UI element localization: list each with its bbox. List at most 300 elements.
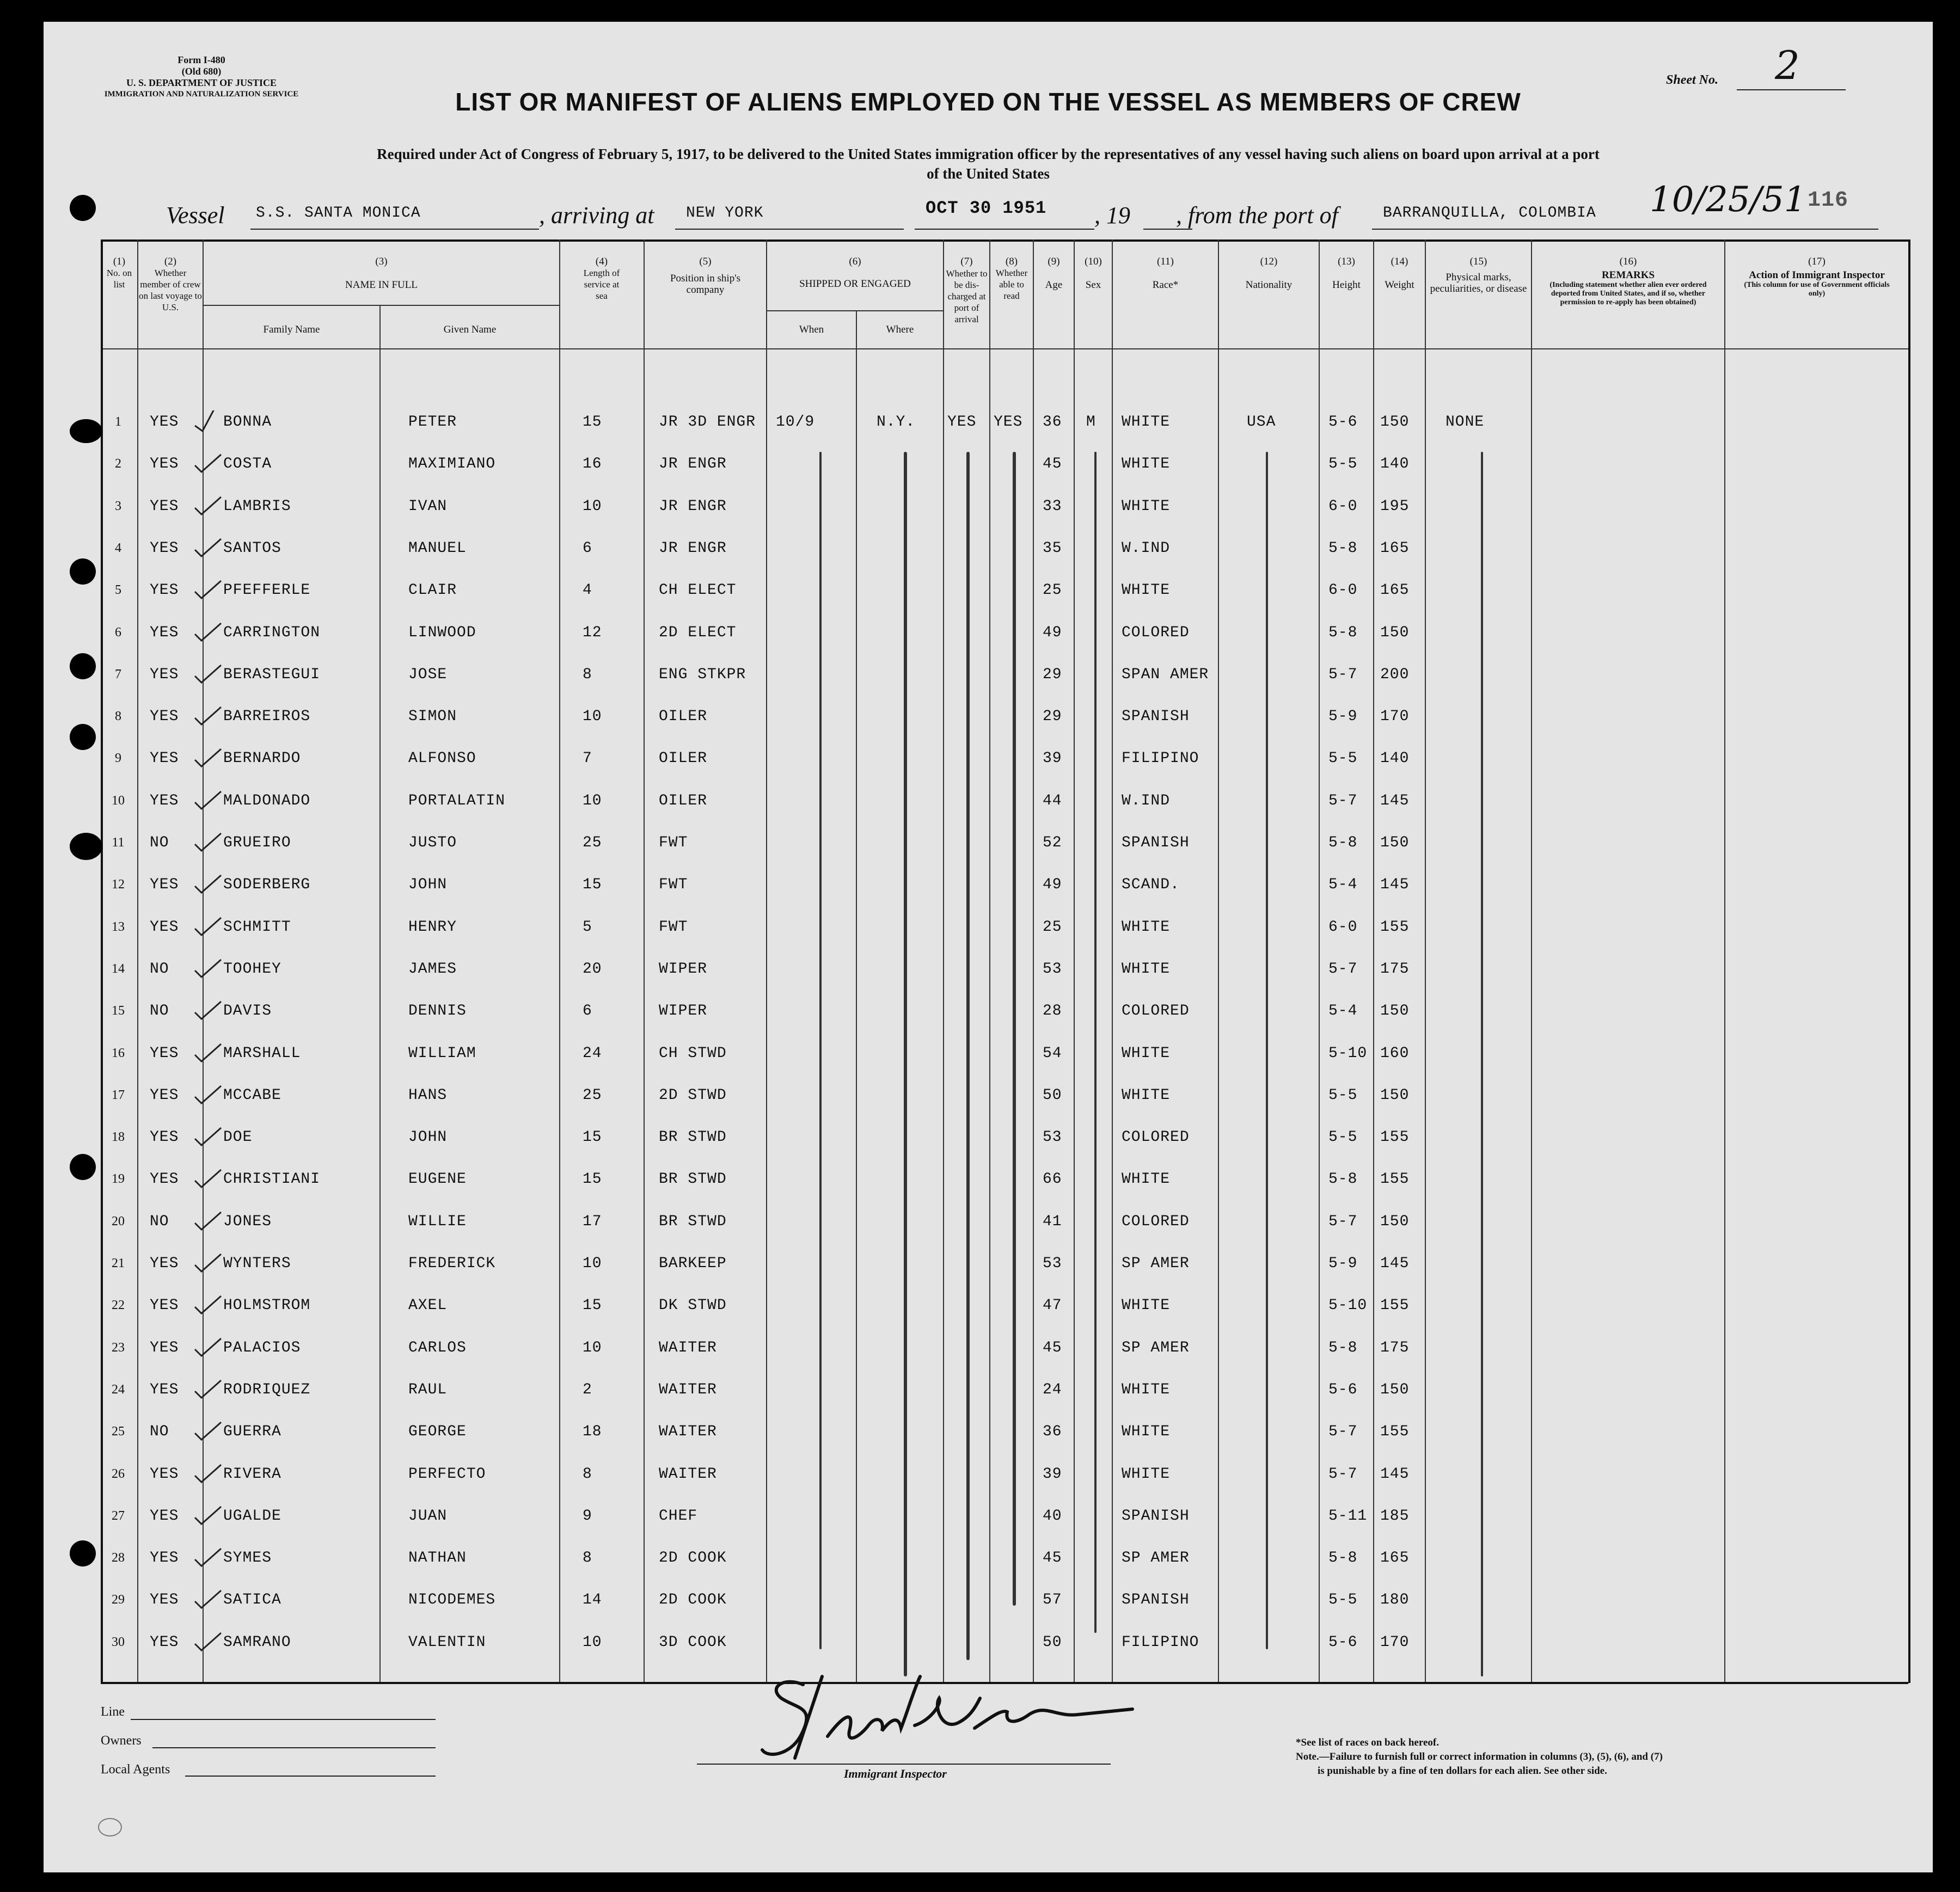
family-name-cell: BERNARDO: [223, 750, 301, 767]
header-col-8: (8) Whether able to read: [995, 256, 1028, 301]
name-header-divider: [203, 305, 559, 306]
check-mark-icon: [191, 1210, 223, 1232]
col-sep-13: [1112, 239, 1113, 1682]
form-old-number: (Old 680): [181, 66, 222, 77]
header-shipped-where: Where: [886, 324, 914, 335]
table-top-border: [101, 239, 1908, 242]
age-cell: 39: [1043, 1466, 1062, 1483]
row-number-cell: 22: [112, 1298, 125, 1312]
position-cell: BARKEEP: [659, 1255, 727, 1272]
prev-voyage-cell: YES: [150, 1087, 179, 1104]
able-to-read-cell: YES: [994, 414, 1023, 431]
check-mark-icon: [191, 747, 223, 769]
row-number-cell: 20: [112, 1214, 125, 1228]
race-cell: WHITE: [1122, 582, 1171, 599]
age-cell: 54: [1043, 1045, 1062, 1062]
family-name-cell: MALDONADO: [223, 793, 311, 809]
check-mark-icon: [191, 1126, 223, 1147]
family-name-cell: MARSHALL: [223, 1045, 301, 1062]
prev-voyage-cell: YES: [150, 456, 179, 472]
race-cell: SP AMER: [1122, 1255, 1190, 1272]
race-cell: SPANISH: [1122, 834, 1190, 851]
given-name-cell: FREDERICK: [408, 1255, 496, 1272]
age-cell: 39: [1043, 750, 1062, 767]
race-cell: WHITE: [1122, 919, 1171, 936]
race-cell: WHITE: [1122, 456, 1171, 472]
check-mark-icon: [191, 957, 223, 979]
weight-cell: 155: [1380, 1297, 1410, 1314]
family-name-cell: DAVIS: [223, 1003, 272, 1019]
age-cell: 44: [1043, 793, 1062, 809]
age-cell: 24: [1043, 1381, 1062, 1398]
row-number-cell: 25: [112, 1424, 125, 1439]
check-mark-icon: [191, 705, 223, 727]
weight-cell: 140: [1380, 750, 1410, 767]
weight-cell: 155: [1380, 919, 1410, 936]
prev-voyage-cell: YES: [150, 708, 179, 725]
prev-voyage-cell: YES: [150, 1340, 179, 1356]
check-mark-icon: [191, 1168, 223, 1189]
position-cell: WAITER: [659, 1381, 717, 1398]
height-cell: 5-6: [1328, 414, 1358, 431]
row-number-cell: 6: [115, 625, 121, 640]
age-cell: 47: [1043, 1297, 1062, 1314]
inspector-signature: [751, 1655, 1154, 1774]
position-cell: WAITER: [659, 1423, 717, 1440]
given-name-cell: IVAN: [408, 498, 448, 515]
punch-hole: [70, 724, 96, 750]
family-name-cell: SCHMITT: [223, 919, 291, 936]
family-name-cell: BERASTEGUI: [223, 666, 321, 683]
race-cell: W.IND: [1122, 540, 1171, 557]
check-mark-icon: [191, 1504, 223, 1526]
service-cell: 15: [583, 876, 602, 893]
race-cell: WHITE: [1122, 1045, 1171, 1062]
race-cell: SPANISH: [1122, 1592, 1190, 1608]
col-sep-5: [559, 239, 560, 1682]
weight-cell: 165: [1380, 540, 1410, 557]
race-cell: SCAND.: [1122, 876, 1180, 893]
row-number-cell: 28: [112, 1551, 125, 1565]
height-cell: 5-7: [1328, 1213, 1358, 1230]
row-number-cell: 17: [112, 1088, 125, 1102]
race-cell: WHITE: [1122, 1466, 1171, 1483]
prev-voyage-cell: YES: [150, 1045, 179, 1062]
col-sep-14: [1218, 239, 1219, 1682]
age-cell: 41: [1043, 1213, 1062, 1230]
position-cell: ENG STKPR: [659, 666, 746, 683]
height-cell: 5-6: [1328, 1381, 1358, 1398]
position-cell: CHEF: [659, 1508, 698, 1525]
position-cell: OILER: [659, 708, 708, 725]
col-sep-1: [101, 239, 103, 1683]
col-sep-4: [379, 305, 381, 1682]
races-note: *See list of races on back hereof.: [1296, 1737, 1439, 1748]
arriving-underline: [675, 229, 904, 230]
height-cell: 5-9: [1328, 708, 1358, 725]
prev-voyage-cell: YES: [150, 1297, 179, 1314]
service-cell: 15: [583, 1297, 602, 1314]
weight-cell: 175: [1380, 961, 1410, 978]
age-cell: 53: [1043, 961, 1062, 978]
document-title: LIST OR MANIFEST OF ALIENS EMPLOYED ON THE VESSEL AS MEMBERS OF CREW: [455, 88, 1521, 116]
vessel-name: S.S. SANTA MONICA: [256, 205, 421, 222]
col-sep-8: [856, 310, 857, 1682]
given-name-cell: PORTALATIN: [408, 793, 506, 809]
prev-voyage-cell: YES: [150, 1171, 179, 1188]
punch-hole: [70, 653, 96, 679]
sex-cell: M: [1086, 414, 1096, 431]
age-cell: 50: [1043, 1634, 1062, 1651]
sheet-number-value: 2: [1775, 42, 1800, 88]
weight-cell: 150: [1380, 1003, 1410, 1019]
check-mark-icon: [191, 621, 223, 643]
race-cell: WHITE: [1122, 498, 1171, 515]
check-mark-icon: [191, 537, 223, 558]
col-sep-6: [644, 239, 645, 1682]
family-name-cell: DOE: [223, 1129, 253, 1146]
sheet-number-label: Sheet No.: [1666, 73, 1718, 87]
height-cell: 5-7: [1328, 961, 1358, 978]
check-mark-icon: [191, 1378, 223, 1400]
ditto-discharged: [966, 452, 970, 1660]
weight-cell: 185: [1380, 1508, 1410, 1525]
prev-voyage-cell: YES: [150, 1550, 179, 1567]
discharged-cell: YES: [947, 414, 977, 431]
check-mark-icon: [191, 831, 223, 853]
service-cell: 24: [583, 1045, 602, 1062]
given-name-cell: JOHN: [408, 1129, 448, 1146]
prev-voyage-cell: NO: [150, 961, 169, 978]
position-cell: BR STWD: [659, 1171, 727, 1188]
height-cell: 6-0: [1328, 919, 1358, 936]
family-name-cell: GUERRA: [223, 1423, 281, 1440]
row-number-cell: 4: [115, 541, 121, 555]
row-number-cell: 21: [112, 1256, 125, 1270]
height-cell: 5-6: [1328, 1634, 1358, 1651]
header-col-6: (6) SHIPPED OR ENGAGED: [799, 256, 911, 290]
height-cell: 5-7: [1328, 793, 1358, 809]
height-cell: 5-5: [1328, 1592, 1358, 1608]
family-name-cell: COSTA: [223, 456, 272, 472]
race-cell: COLORED: [1122, 1003, 1190, 1019]
age-cell: 66: [1043, 1171, 1062, 1188]
service-cell: 15: [583, 1129, 602, 1146]
check-mark-icon: [191, 452, 223, 474]
row-number-cell: 14: [112, 962, 125, 976]
prev-voyage-cell: YES: [150, 1592, 179, 1608]
ditto-read: [1013, 452, 1016, 1606]
race-cell: SP AMER: [1122, 1340, 1190, 1356]
check-mark-icon: [191, 1336, 223, 1358]
handwritten-date: 10/25/51: [1650, 180, 1806, 220]
row-number-cell: 9: [115, 751, 121, 765]
service-cell: 9: [583, 1508, 592, 1525]
form-service: IMMIGRATION AND NATURALIZATION SERVICE: [104, 90, 299, 99]
col-sep-9: [943, 239, 944, 1682]
punch-hole: [70, 1154, 96, 1180]
position-cell: FWT: [659, 876, 688, 893]
shipped-where-cell: N.Y.: [877, 414, 916, 431]
header-family-name: Family Name: [263, 324, 320, 335]
header-col-2: (2) Whether member of crew on last voyage to U.S.: [139, 256, 202, 312]
row-number-cell: 13: [112, 920, 125, 934]
race-cell: SP AMER: [1122, 1550, 1190, 1567]
height-cell: 5-8: [1328, 1171, 1358, 1188]
prev-voyage-cell: YES: [150, 582, 179, 599]
age-cell: 40: [1043, 1508, 1062, 1525]
family-name-cell: LAMBRIS: [223, 498, 291, 515]
check-mark-icon: [191, 1252, 223, 1274]
height-cell: 5-9: [1328, 1255, 1358, 1272]
age-cell: 35: [1043, 540, 1062, 557]
family-name-cell: UGALDE: [223, 1508, 281, 1525]
col-sep-15: [1319, 239, 1320, 1682]
given-name-cell: MANUEL: [408, 540, 467, 557]
subtitle-line-1: Required under Act of Congress of February 5, 1917, to be delivered to the United States immigration officer by the representatives of any vessel having such aliens on board upon arrival at a port: [377, 146, 1600, 162]
position-cell: 3D COOK: [659, 1634, 727, 1651]
service-cell: 10: [583, 708, 602, 725]
race-cell: WHITE: [1122, 1381, 1171, 1398]
header-col-16: (16) REMARKS (Including statement whether alien ever ordered deported from United States, and if so, whether permission to re-apply has been obtained): [1549, 256, 1707, 306]
service-cell: 4: [583, 582, 592, 599]
row-number-cell: 23: [112, 1341, 125, 1355]
header-col-7: Whether to be dis-charged at port of arrival: [946, 268, 988, 324]
family-name-cell: JONES: [223, 1213, 272, 1230]
nationality-cell: USA: [1247, 414, 1276, 431]
service-cell: 8: [583, 666, 592, 683]
weight-cell: 195: [1380, 498, 1410, 515]
age-cell: 25: [1043, 919, 1062, 936]
race-cell: FILIPINO: [1122, 1634, 1199, 1651]
family-name-cell: PFEFFERLE: [223, 582, 311, 599]
document-subtitle: [98, 144, 1878, 183]
inspector-underline: [697, 1764, 1111, 1765]
footer-agents-label: Local Agents: [101, 1762, 170, 1777]
height-cell: 5-11: [1328, 1508, 1368, 1525]
given-name-cell: JUSTO: [408, 834, 457, 851]
given-name-cell: JAMES: [408, 961, 457, 978]
given-name-cell: HANS: [408, 1087, 448, 1104]
prev-voyage-cell: YES: [150, 876, 179, 893]
weight-cell: 165: [1380, 582, 1410, 599]
from-port-underline: [1372, 229, 1878, 230]
punch-hole: [70, 1540, 96, 1567]
footer-owners-label: Owners: [101, 1734, 142, 1748]
service-cell: 15: [583, 1171, 602, 1188]
race-cell: WHITE: [1122, 1297, 1171, 1314]
weight-cell: 155: [1380, 1171, 1410, 1188]
age-cell: 49: [1043, 624, 1062, 641]
table-header-bottom: [101, 348, 1908, 349]
header-col-7-num: (7): [960, 256, 973, 267]
prev-voyage-cell: NO: [150, 834, 169, 851]
check-mark-icon: [191, 789, 223, 811]
race-cell: COLORED: [1122, 1213, 1190, 1230]
check-mark-icon: [191, 873, 223, 895]
given-name-cell: DENNIS: [408, 1003, 467, 1019]
position-cell: 2D COOK: [659, 1592, 727, 1608]
height-cell: 5-5: [1328, 1129, 1358, 1146]
row-number-cell: 15: [112, 1004, 125, 1018]
race-cell: SPAN AMER: [1122, 666, 1209, 683]
header-col-4: (4) Length of service at sea: [583, 256, 620, 301]
age-cell: 45: [1043, 456, 1062, 472]
shipped-when-cell: 10/9: [776, 414, 815, 431]
row-number-cell: 2: [115, 457, 121, 471]
age-cell: 25: [1043, 582, 1062, 599]
given-name-cell: PERFECTO: [408, 1466, 486, 1483]
weight-cell: 170: [1380, 708, 1410, 725]
header-given-name: Given Name: [443, 324, 497, 335]
age-cell: 45: [1043, 1550, 1062, 1567]
prev-voyage-cell: YES: [150, 414, 179, 431]
prev-voyage-cell: YES: [150, 1508, 179, 1525]
prev-voyage-cell: YES: [150, 919, 179, 936]
prev-voyage-cell: YES: [150, 666, 179, 683]
service-cell: 10: [583, 1634, 602, 1651]
row-number-cell: 11: [112, 836, 125, 850]
service-cell: 6: [583, 1003, 592, 1019]
punch-hole: [70, 419, 102, 443]
service-cell: 7: [583, 750, 592, 767]
race-cell: WHITE: [1122, 1423, 1171, 1440]
weight-cell: 155: [1380, 1129, 1410, 1146]
age-cell: 50: [1043, 1087, 1062, 1104]
service-cell: 10: [583, 1340, 602, 1356]
position-cell: WAITER: [659, 1340, 717, 1356]
height-cell: 5-5: [1328, 750, 1358, 767]
service-cell: 10: [583, 1255, 602, 1272]
weight-cell: 150: [1380, 414, 1410, 431]
weight-cell: 170: [1380, 1634, 1410, 1651]
family-name-cell: CHRISTIANI: [223, 1171, 321, 1188]
check-mark-icon: [191, 1294, 223, 1316]
age-cell: 36: [1043, 1423, 1062, 1440]
row-number-cell: 12: [112, 877, 125, 892]
service-cell: 20: [583, 961, 602, 978]
age-cell: 53: [1043, 1255, 1062, 1272]
position-cell: 2D STWD: [659, 1087, 727, 1104]
ditto-nationality: [1266, 452, 1268, 1649]
row-number-cell: 10: [112, 794, 125, 808]
height-cell: 5-10: [1328, 1297, 1368, 1314]
given-name-cell: PETER: [408, 414, 457, 431]
age-cell: 28: [1043, 1003, 1062, 1019]
penalty-note-line-1: Note.—Failure to furnish full or correct information in columns (3), (5), (6), and (7): [1296, 1751, 1663, 1762]
punch-hole: [70, 558, 96, 585]
check-mark-icon: [191, 410, 223, 432]
height-cell: 5-8: [1328, 624, 1358, 641]
row-number-cell: 19: [112, 1172, 125, 1186]
check-mark-icon: [191, 1463, 223, 1484]
prev-voyage-cell: YES: [150, 1255, 179, 1272]
check-mark-icon: [191, 916, 223, 937]
header-col-12: (12) Nationality: [1245, 256, 1293, 291]
position-cell: 2D ELECT: [659, 624, 737, 641]
arriving-label: , arriving at: [539, 202, 654, 229]
service-cell: 10: [583, 793, 602, 809]
service-cell: 12: [583, 624, 602, 641]
check-mark-icon: [191, 1631, 223, 1653]
check-mark-icon: [191, 999, 223, 1021]
race-cell: COLORED: [1122, 624, 1190, 641]
col-sep-12: [1074, 239, 1075, 1682]
race-cell: WHITE: [1122, 414, 1171, 431]
race-cell: FILIPINO: [1122, 750, 1199, 767]
prev-voyage-cell: NO: [150, 1213, 169, 1230]
row-number-cell: 5: [115, 583, 121, 597]
race-cell: SPANISH: [1122, 1508, 1190, 1525]
position-cell: CH ELECT: [659, 582, 737, 599]
family-name-cell: PALACIOS: [223, 1340, 301, 1356]
weight-cell: 145: [1380, 876, 1410, 893]
given-name-cell: ALFONSO: [408, 750, 476, 767]
race-cell: WHITE: [1122, 1087, 1171, 1104]
race-cell: W.IND: [1122, 793, 1171, 809]
height-cell: 6-0: [1328, 582, 1358, 599]
weight-cell: 165: [1380, 1550, 1410, 1567]
service-cell: 8: [583, 1550, 592, 1567]
vessel-underline: [250, 229, 539, 230]
service-cell: 14: [583, 1592, 602, 1608]
given-name-cell: EUGENE: [408, 1171, 467, 1188]
inspector-label: Immigrant Inspector: [844, 1767, 947, 1780]
race-cell: WHITE: [1122, 1171, 1171, 1188]
height-cell: 5-8: [1328, 1550, 1358, 1567]
row-number-cell: 7: [115, 667, 121, 681]
row-number-cell: 1: [115, 415, 121, 429]
header-col-13: (13) Height: [1332, 256, 1361, 291]
service-cell: 10: [583, 498, 602, 515]
header-shipped-when: When: [799, 324, 824, 335]
height-cell: 5-4: [1328, 1003, 1358, 1019]
year-label: , 19: [1094, 202, 1130, 229]
age-cell: 29: [1043, 708, 1062, 725]
check-mark-icon: [191, 1546, 223, 1568]
service-cell: 6: [583, 540, 592, 557]
punch-hole: [70, 833, 102, 860]
age-cell: 33: [1043, 498, 1062, 515]
given-name-cell: CARLOS: [408, 1340, 467, 1356]
prev-voyage-cell: YES: [150, 624, 179, 641]
age-cell: 49: [1043, 876, 1062, 893]
family-name-cell: GRUEIRO: [223, 834, 291, 851]
age-cell: 52: [1043, 834, 1062, 851]
ditto-where: [904, 452, 907, 1676]
punch-hole: [70, 195, 96, 221]
position-cell: WAITER: [659, 1466, 717, 1483]
col-sep-17: [1425, 239, 1426, 1682]
header-col-1: (1) No. on list: [106, 256, 132, 290]
check-mark-icon: [191, 663, 223, 685]
height-cell: 5-7: [1328, 1423, 1358, 1440]
stamp-number: 116: [1808, 188, 1849, 213]
race-cell: WHITE: [1122, 961, 1171, 978]
family-name-cell: CARRINGTON: [223, 624, 321, 641]
height-cell: 5-8: [1328, 1340, 1358, 1356]
row-number-cell: 18: [112, 1130, 125, 1144]
footer-agents-underline: [185, 1776, 436, 1777]
header-col-5: (5) Position in ship's company: [670, 256, 741, 296]
service-cell: 25: [583, 1087, 602, 1104]
family-name-cell: TOOHEY: [223, 961, 281, 978]
given-name-cell: NICODEMES: [408, 1592, 496, 1608]
given-name-cell: WILLIE: [408, 1213, 467, 1230]
footer-owners-underline: [152, 1747, 436, 1748]
family-name-cell: SATICA: [223, 1592, 281, 1608]
prev-voyage-cell: NO: [150, 1423, 169, 1440]
